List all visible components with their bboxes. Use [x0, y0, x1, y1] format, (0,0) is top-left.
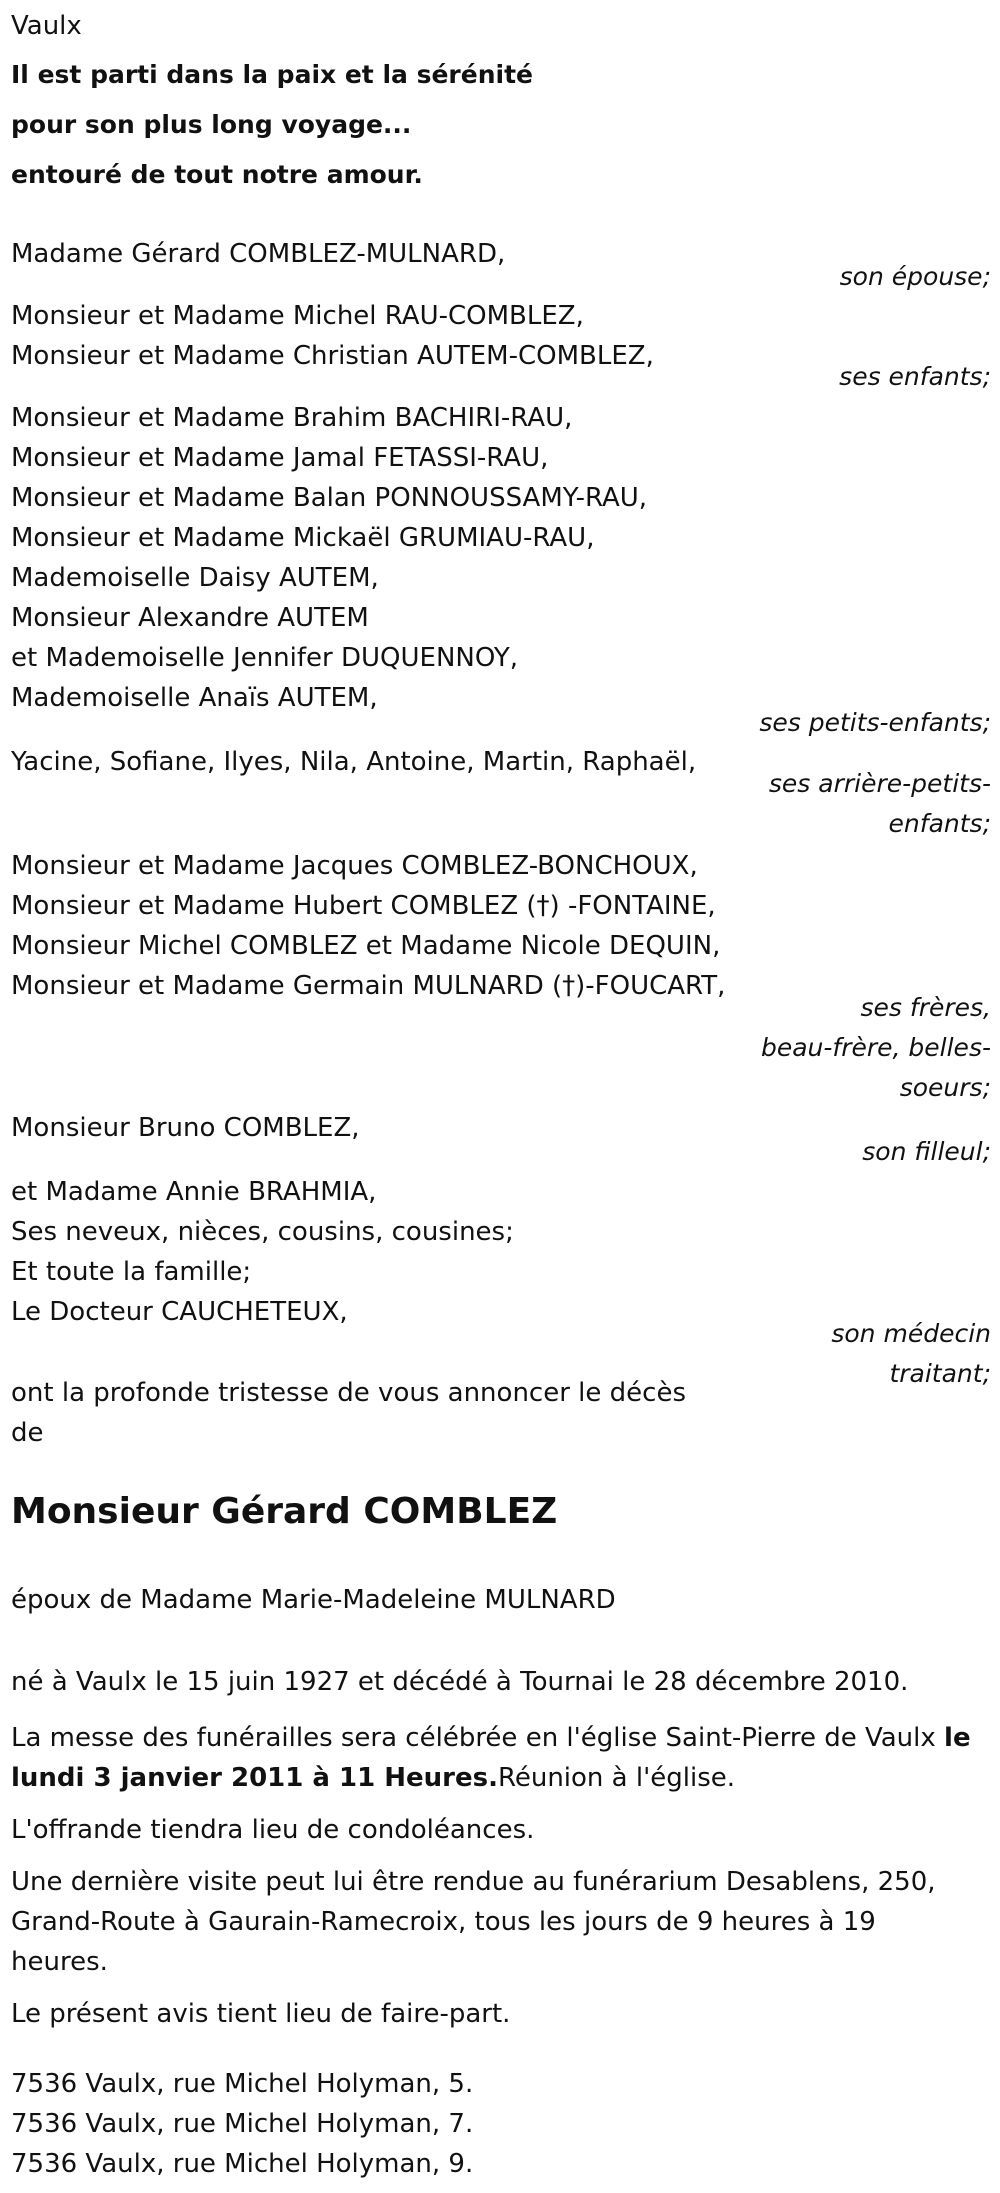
- family-name: Mademoiselle Anaïs AUTEM,: [11, 683, 378, 713]
- intro-line-3: entouré de tout notre amour.: [11, 160, 423, 189]
- relation-label: [691, 764, 991, 844]
- family-group-children: [11, 296, 991, 391]
- birth-death-line: né à Vaulx le 15 juin 1927 et décédé à Tournai le 28 décembre 2010.: [11, 1667, 909, 1697]
- family-name: Monsieur et Madame Hubert COMBLEZ (†) -FONTAINE,: [11, 891, 716, 921]
- funeral-date: le lundi 3 janvier 2011 à 11 Heures.: [11, 1723, 971, 1793]
- family-name: Le Docteur CAUCHETEUX,: [11, 1297, 348, 1327]
- family-name: Ses neveux, nièces, cousins, cousines;: [11, 1217, 514, 1247]
- family-name: Mademoiselle Daisy AUTEM,: [11, 563, 379, 593]
- intro-line-1: Il est parti dans la paix et la sérénité: [11, 60, 533, 89]
- family-group-siblings: [11, 846, 991, 1102]
- family-name: et Mademoiselle Jennifer DUQUENNOY,: [11, 643, 519, 673]
- family-name: Monsieur Bruno COMBLEZ,: [11, 1113, 360, 1143]
- relation-line: enfants;: [888, 809, 991, 838]
- family-name: Monsieur Michel COMBLEZ et Madame Nicole DEQUIN,: [11, 931, 721, 961]
- relation-line: beau-frère, belles-: [760, 1033, 991, 1062]
- family-name: Monsieur et Madame Christian AUTEM-COMBLEZ,: [11, 341, 654, 371]
- relation-line: soeurs;: [899, 1073, 991, 1102]
- family-name: Monsieur et Madame Germain MULNARD (†)-FOUCART,: [11, 971, 726, 1001]
- offering-line: L'offrande tiendra lieu de condoléances.: [11, 1815, 535, 1845]
- visit-paragraph: Une dernière visite peut lui être rendue au funérarium Desablens, 250, Grand-Route à Gaurain-Ramecroix, tous les jours de 9 heures à 19 heures.: [11, 1867, 936, 1977]
- family-group-others: [11, 1172, 991, 1388]
- location-label: Vaulx: [11, 11, 82, 41]
- relation-label: son filleul;: [862, 1137, 991, 1166]
- address-line: 7536 Vaulx, rue Michel Holyman, 5.: [11, 2069, 474, 2099]
- family-group-godson: [11, 1108, 991, 1166]
- family-name: Monsieur et Madame Mickaël GRUMIAU-RAU,: [11, 523, 595, 553]
- family-name: Monsieur Alexandre AUTEM: [11, 603, 369, 633]
- address-list: [11, 2064, 473, 2184]
- address-line: 7536 Vaulx, rue Michel Holyman, 9.: [11, 2149, 474, 2179]
- address-line: 7536 Vaulx, rue Michel Holyman, 7.: [11, 2109, 474, 2139]
- family-name: Et toute la famille;: [11, 1257, 252, 1287]
- family-name: Monsieur et Madame Brahim BACHIRI-RAU,: [11, 403, 573, 433]
- announcement-line: ont la profonde tristesse de vous annoncer le décès: [11, 1378, 686, 1408]
- relation-label: [731, 988, 991, 1108]
- relation-label: ses enfants;: [839, 362, 991, 391]
- announcement: [11, 1373, 686, 1453]
- relation-label: ses petits-enfants;: [759, 708, 991, 737]
- family-name: Madame Gérard COMBLEZ-MULNARD,: [11, 239, 506, 269]
- announcement-line: de: [11, 1418, 44, 1448]
- family-name: Monsieur et Madame Jamal FETASSI-RAU,: [11, 443, 549, 473]
- intro-line-2: pour son plus long voyage...: [11, 110, 412, 139]
- family-name: Monsieur et Madame Michel RAU-COMBLEZ,: [11, 301, 584, 331]
- family-name: Monsieur et Madame Balan PONNOUSSAMY-RAU,: [11, 483, 648, 513]
- funeral-text: La messe des funérailles sera célébrée en l'église Saint-Pierre de Vaulx: [11, 1723, 945, 1753]
- family-name: Yacine, Sofiane, Ilyes, Nila, Antoine, Martin, Raphaël,: [11, 747, 697, 777]
- family-group-grandchildren: [11, 398, 991, 737]
- relation-line: son médecin: [831, 1319, 991, 1348]
- relation-line: ses frères,: [860, 993, 991, 1022]
- notice-line: Le présent avis tient lieu de faire-part.: [11, 1999, 511, 2029]
- family-group-spouse: [11, 234, 991, 291]
- family-group-great-grandchildren: [11, 742, 991, 838]
- relation-label: son épouse;: [839, 262, 991, 291]
- deceased-name: Monsieur Gérard COMBLEZ: [11, 1491, 558, 1532]
- spouse-line: époux de Madame Marie-Madeleine MULNARD: [11, 1585, 616, 1615]
- family-name: Monsieur et Madame Jacques COMBLEZ-BONCHOUX,: [11, 851, 698, 881]
- relation-line: traitant;: [889, 1359, 991, 1388]
- relation-label: [731, 1314, 991, 1394]
- funeral-paragraph: [11, 1718, 991, 1798]
- relation-line: ses arrière-petits-: [768, 769, 991, 798]
- funeral-gathering: Réunion à l'église.: [497, 1763, 735, 1793]
- family-name: et Madame Annie BRAHMIA,: [11, 1177, 377, 1207]
